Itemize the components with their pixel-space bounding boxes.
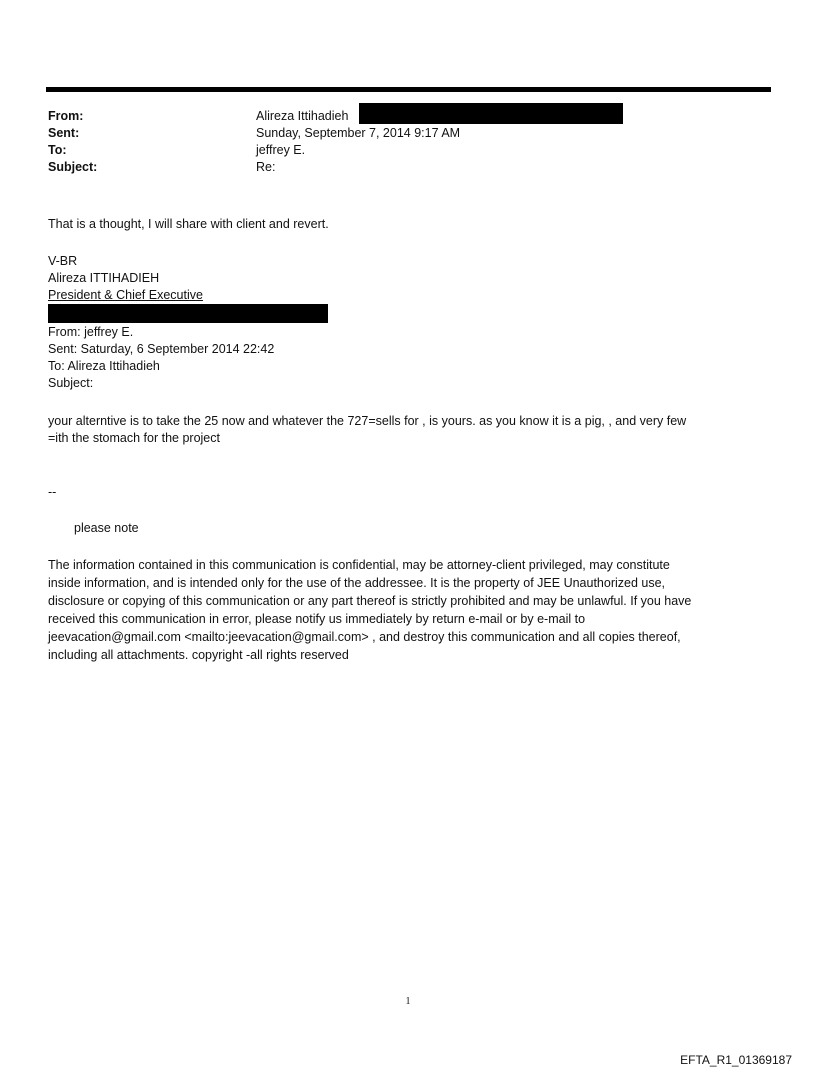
from-value: Alireza Ittihadieh xyxy=(256,109,349,123)
quoted-body-line-2: =ith the stomach for the project xyxy=(48,431,220,445)
to-value: jeffrey E. xyxy=(256,143,306,157)
reply-text: That is a thought, I will share with client and revert. xyxy=(48,217,329,231)
disclaimer-line-4: received this communication in error, please notify us immediately by return e-mail or by e-mail to xyxy=(48,612,586,626)
subject-row xyxy=(48,159,748,176)
to-label: To: xyxy=(48,143,67,157)
sent-value: Sunday, September 7, 2014 9:17 AM xyxy=(256,126,461,140)
from-label: From: xyxy=(48,109,84,123)
disclaimer-line-3: disclosure or copying of this communication or any part thereof is strictly prohibited and may be unlawful. If you have xyxy=(48,594,692,608)
quoted-to: To: Alireza Ittihadieh xyxy=(48,359,160,373)
redaction-box-signature xyxy=(48,304,328,323)
signature-line-1: V-BR xyxy=(48,254,78,268)
disclaimer-line-6: including all attachments. copyright -all rights reserved xyxy=(48,648,349,662)
quoted-body-line-1: your alterntive is to take the 25 now and whatever the 727=sells for , is yours. as you know it is a pig, , and very few xyxy=(48,414,687,428)
subject-value: Re: xyxy=(256,160,276,174)
quoted-subject: Subject: xyxy=(48,376,94,390)
quoted-sent: Sent: Saturday, 6 September 2014 22:42 xyxy=(48,342,275,356)
disclaimer-line-5: jeevacation@gmail.com <mailto:jeevacation@gmail.com> , and destroy this communication and all copies thereof, xyxy=(48,630,681,644)
signature-title: President & Chief Executive xyxy=(48,288,203,302)
disclaimer-line-2: inside information, and is intended only for the use of the addressee. It is the property of JEE Unauthorized use, xyxy=(48,576,666,590)
sent-label: Sent: xyxy=(48,126,80,140)
disclaimer-line-1: The information contained in this communication is confidential, may be attorney-client privileged, may constitute xyxy=(48,558,670,572)
sent-row xyxy=(48,125,748,142)
to-row xyxy=(48,142,748,159)
bates-number: EFTA_R1_01369187 xyxy=(680,1053,792,1067)
page-number: 1 xyxy=(405,996,411,1007)
signature-name: Alireza ITTIHADIEH xyxy=(48,271,160,285)
quoted-from: From: jeffrey E. xyxy=(48,325,134,339)
subject-label: Subject: xyxy=(48,160,98,174)
note-heading: please note xyxy=(74,521,139,535)
signature-separator: -- xyxy=(48,485,57,499)
redaction-box-email-address xyxy=(359,103,623,124)
header-rule xyxy=(46,87,771,92)
